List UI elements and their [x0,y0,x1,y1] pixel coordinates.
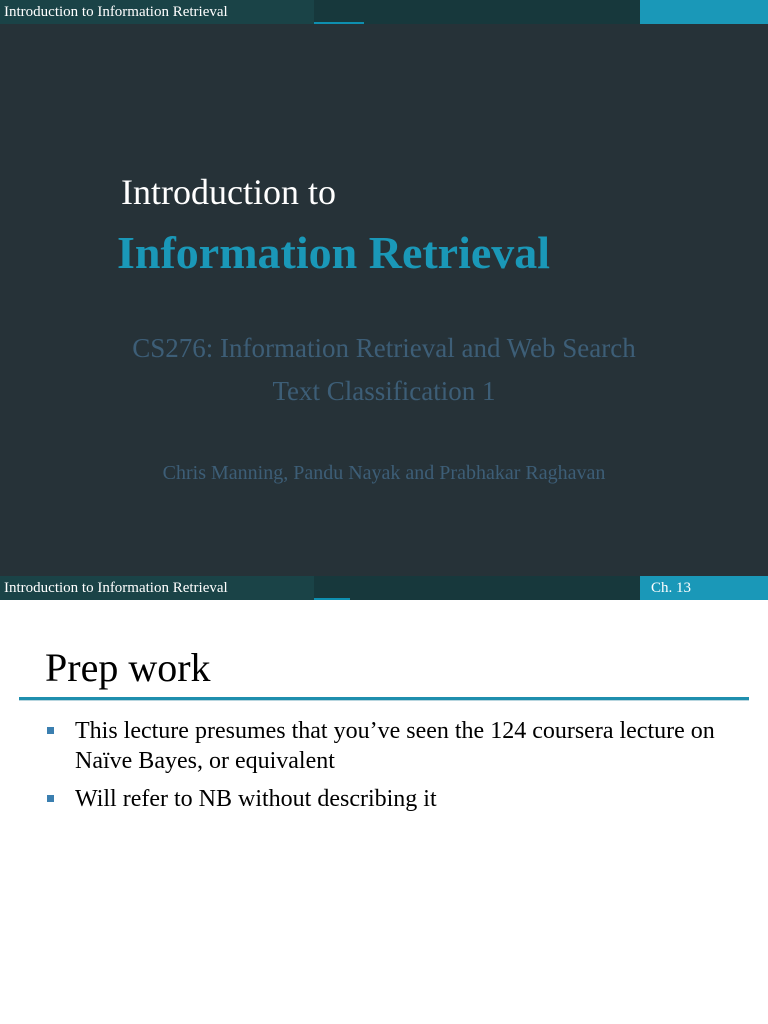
header-bar-underline [314,22,364,24]
bullet-text: This lecture presumes that you’ve seen the 124 coursera lecture on Naïve Bayes, or equivalent [75,718,715,774]
topic-subtitle: Text Classification 1 [272,376,496,406]
authors: Chris Manning, Pandu Nayak and Prabhakar Raghavan [162,462,606,484]
header-bar [0,576,768,600]
header-bar-underline [314,598,350,600]
title-main: Information Retrieval [117,227,551,278]
content-slide [0,576,768,1024]
header-bar-middle [314,0,640,24]
header-bar [0,0,768,24]
header-text: Introduction to Information Retrieval [4,580,228,596]
bullet-text: Will refer to NB without describing it [75,786,437,812]
square-bullet-icon [47,727,54,734]
header-text: Introduction to Information Retrieval [4,4,228,20]
title-intro: Introduction to [121,172,336,212]
course-subtitle: CS276: Information Retrieval and Web Search [132,333,636,363]
slide-title: Prep work [45,645,211,690]
bullet-item [46,784,726,814]
bullet-item [46,716,726,776]
bullet-list [46,716,726,822]
square-bullet-icon [47,795,54,802]
chapter-label: Ch. 13 [651,580,692,596]
header-bar-accent [640,0,768,24]
title-rule-shadow [19,700,749,701]
header-bar-middle [314,576,640,600]
